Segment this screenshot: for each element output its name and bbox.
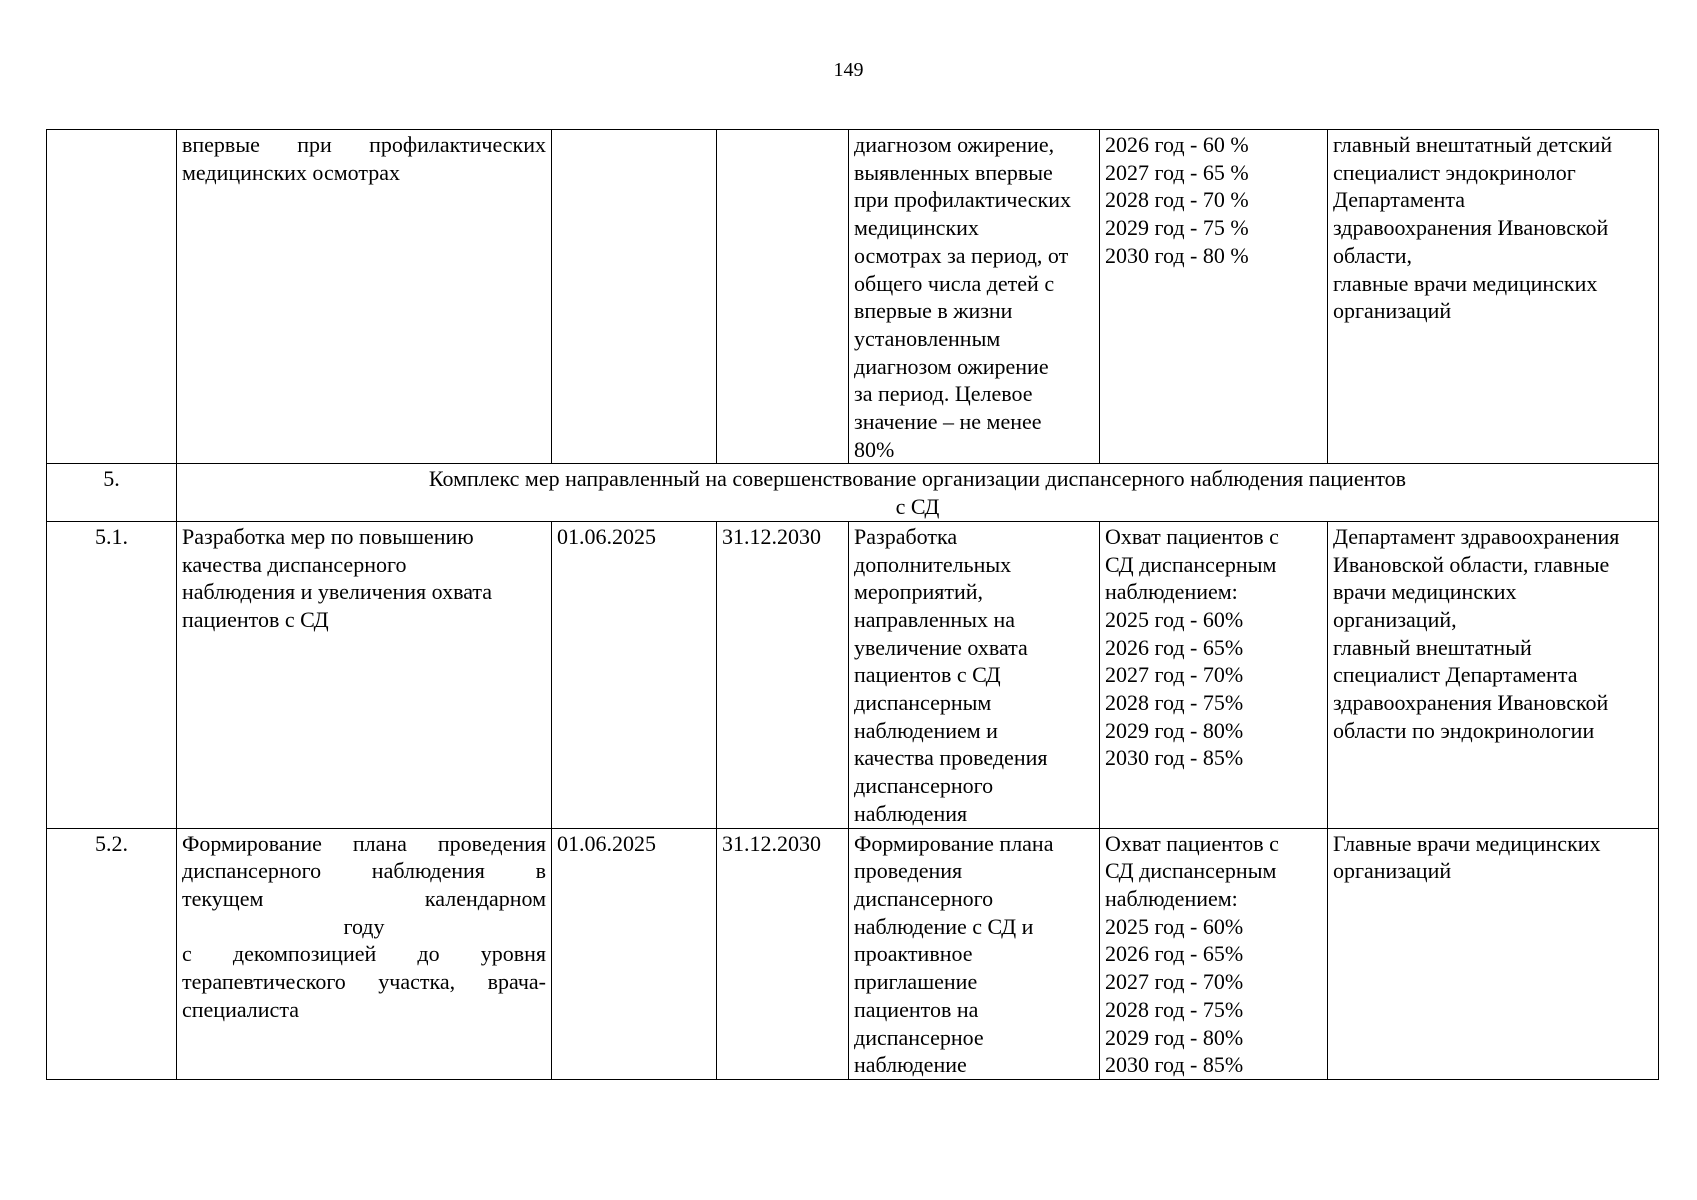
result-line: направленных на bbox=[854, 606, 1015, 632]
responsible-line: здравоохранения Ивановской bbox=[1333, 215, 1609, 241]
responsible-line: Главные врачи медицинских bbox=[1333, 830, 1601, 856]
result-line: приглашение bbox=[854, 969, 978, 995]
indicator-line: 2029 год - 80% bbox=[1105, 1024, 1244, 1050]
indicator-line: 2030 год - 85% bbox=[1105, 1052, 1244, 1078]
indicator-line: 2025 год - 60% bbox=[1105, 606, 1244, 632]
activity-line: Разработка мер по повышению bbox=[182, 523, 474, 549]
result-cell bbox=[849, 521, 1100, 828]
activity-cell bbox=[177, 521, 552, 828]
start-date-cell: 01.06.2025 bbox=[552, 828, 717, 1079]
result-line: дополнительных bbox=[854, 551, 1012, 577]
result-line: диспансерного bbox=[854, 885, 994, 911]
result-line: пациентов на bbox=[854, 996, 979, 1022]
activity-line: диспансерного наблюдения в bbox=[182, 858, 546, 884]
measures-table bbox=[46, 129, 1659, 1080]
result-line: проактивное bbox=[854, 941, 973, 967]
indicator-line: наблюдением: bbox=[1105, 885, 1238, 911]
row-number-cell: 5.2. bbox=[47, 828, 177, 1079]
end-date-cell: 31.12.2030 bbox=[717, 828, 849, 1079]
responsible-line: организаций, bbox=[1333, 606, 1457, 632]
result-line: мероприятий, bbox=[854, 579, 984, 605]
result-line: при профилактических bbox=[854, 187, 1071, 213]
indicator-line: 2025 год - 60% bbox=[1105, 913, 1244, 939]
responsible-line: здравоохранения Ивановской bbox=[1333, 690, 1609, 716]
indicator-cell bbox=[1100, 828, 1328, 1079]
indicator-line: 2030 год - 85% bbox=[1105, 745, 1244, 771]
indicator-cell bbox=[1100, 130, 1328, 464]
indicator-line: СД диспансерным bbox=[1105, 551, 1277, 577]
activity-line: наблюдения и увеличения охвата bbox=[182, 579, 493, 605]
activity-line: терапевтического участка, врача- bbox=[182, 969, 546, 995]
activity-line: году bbox=[343, 913, 385, 939]
indicator-line: 2028 год - 70 % bbox=[1105, 187, 1249, 213]
indicator-line: 2026 год - 60 % bbox=[1105, 132, 1249, 157]
result-line: установленным bbox=[854, 325, 1001, 351]
activity-line: специалиста bbox=[182, 996, 299, 1022]
activity-cell bbox=[177, 828, 552, 1079]
responsible-line: главные врачи медицинских bbox=[1333, 270, 1598, 296]
activity-line: с декомпозицией до уровня bbox=[182, 941, 546, 967]
result-line: за период. Целевое bbox=[854, 381, 1033, 407]
indicator-line: 2030 год - 80 % bbox=[1105, 242, 1249, 268]
result-line: наблюдения bbox=[854, 800, 968, 826]
responsible-line: области по эндокринологии bbox=[1333, 717, 1595, 743]
result-line: значение – не менее bbox=[854, 409, 1042, 435]
start-date-cell bbox=[552, 130, 717, 464]
table-row-5-1 bbox=[47, 521, 1659, 828]
result-line: 80% bbox=[854, 436, 895, 462]
indicator-line: 2029 год - 80% bbox=[1105, 717, 1244, 743]
result-line: Разработка bbox=[854, 523, 958, 549]
responsible-line: главный внештатный bbox=[1333, 634, 1532, 660]
responsible-cell bbox=[1328, 130, 1659, 464]
result-line: впервые в жизни bbox=[854, 298, 1013, 324]
result-line: диспансерное bbox=[854, 1024, 984, 1050]
result-line: выявленных впервые bbox=[854, 159, 1053, 185]
result-line: диагнозом ожирение bbox=[854, 353, 1049, 379]
responsible-line: специалист эндокринолог bbox=[1333, 159, 1576, 185]
result-line: увеличение охвата bbox=[854, 634, 1028, 660]
section-title-line: с СД bbox=[895, 494, 940, 520]
result-line: наблюдение с СД и bbox=[854, 913, 1034, 939]
responsible-line: врачи медицинских bbox=[1333, 579, 1517, 605]
responsible-line: специалист Департамента bbox=[1333, 662, 1578, 688]
responsible-line: главный внештатный детский bbox=[1333, 132, 1613, 157]
activity-line: Формирование плана проведения bbox=[182, 830, 546, 856]
result-line: диспансерным bbox=[854, 690, 992, 716]
page-number: 149 bbox=[833, 59, 864, 81]
row-number-cell: 5.1. bbox=[47, 521, 177, 828]
indicator-line: 2026 год - 65% bbox=[1105, 941, 1244, 967]
indicator-line: 2028 год - 75% bbox=[1105, 996, 1244, 1022]
section-number-cell: 5. bbox=[47, 464, 177, 521]
section-title-cell bbox=[177, 464, 1659, 521]
indicator-line: наблюдением: bbox=[1105, 579, 1238, 605]
responsible-line: Ивановской области, главные bbox=[1333, 551, 1610, 577]
indicator-line: 2027 год - 65 % bbox=[1105, 159, 1249, 185]
result-line: Формирование плана bbox=[854, 830, 1054, 856]
result-line: наблюдение bbox=[854, 1052, 967, 1078]
indicator-line: 2029 год - 75 % bbox=[1105, 215, 1249, 241]
indicator-line: 2027 год - 70% bbox=[1105, 662, 1244, 688]
result-line: общего числа детей с bbox=[854, 270, 1055, 296]
result-cell bbox=[849, 130, 1100, 464]
activity-line: пациентов с СД bbox=[182, 606, 329, 632]
indicator-line: Охват пациентов с bbox=[1105, 523, 1279, 549]
indicator-line: 2027 год - 70% bbox=[1105, 969, 1244, 995]
responsible-cell bbox=[1328, 828, 1659, 1079]
result-line: диспансерного bbox=[854, 773, 994, 799]
responsible-line: Департамент здравоохранения bbox=[1333, 523, 1620, 549]
result-line: медицинских bbox=[854, 215, 979, 241]
result-line: осмотрах за период, от bbox=[854, 242, 1069, 268]
responsible-line: организаций bbox=[1333, 298, 1452, 324]
responsible-line: области, bbox=[1333, 242, 1413, 268]
responsible-line: Департамента bbox=[1333, 187, 1466, 213]
indicator-line: СД диспансерным bbox=[1105, 858, 1277, 884]
indicator-line: 2026 год - 65% bbox=[1105, 634, 1244, 660]
indicator-line: Охват пациентов с bbox=[1105, 830, 1279, 856]
activity-line: текущем календарном bbox=[182, 885, 546, 911]
indicator-line: 2028 год - 75% bbox=[1105, 690, 1244, 716]
result-cell bbox=[849, 828, 1100, 1079]
table-row-continuation bbox=[47, 130, 1659, 464]
start-date-cell: 01.06.2025 bbox=[552, 521, 717, 828]
result-line: качества проведения bbox=[854, 745, 1048, 771]
row-number-cell bbox=[47, 130, 177, 464]
table-row-5-2 bbox=[47, 828, 1659, 1079]
result-line: наблюдением и bbox=[854, 717, 998, 743]
end-date-cell bbox=[717, 130, 849, 464]
activity-cell bbox=[177, 130, 552, 464]
result-line: проведения bbox=[854, 858, 963, 884]
responsible-line: организаций bbox=[1333, 858, 1452, 884]
activity-line: медицинских осмотрах bbox=[182, 159, 401, 185]
result-line: диагнозом ожирение, bbox=[854, 132, 1055, 157]
indicator-cell bbox=[1100, 521, 1328, 828]
end-date-cell: 31.12.2030 bbox=[717, 521, 849, 828]
section-header-row bbox=[47, 464, 1659, 521]
responsible-cell bbox=[1328, 521, 1659, 828]
activity-line: впервые при профилактических bbox=[182, 132, 546, 157]
result-line: пациентов с СД bbox=[854, 662, 1001, 688]
activity-line: качества диспансерного bbox=[182, 551, 407, 577]
section-title-line: Комплекс мер направленный на совершенствование организации диспансерного наблюдения пациентов bbox=[428, 466, 1407, 492]
